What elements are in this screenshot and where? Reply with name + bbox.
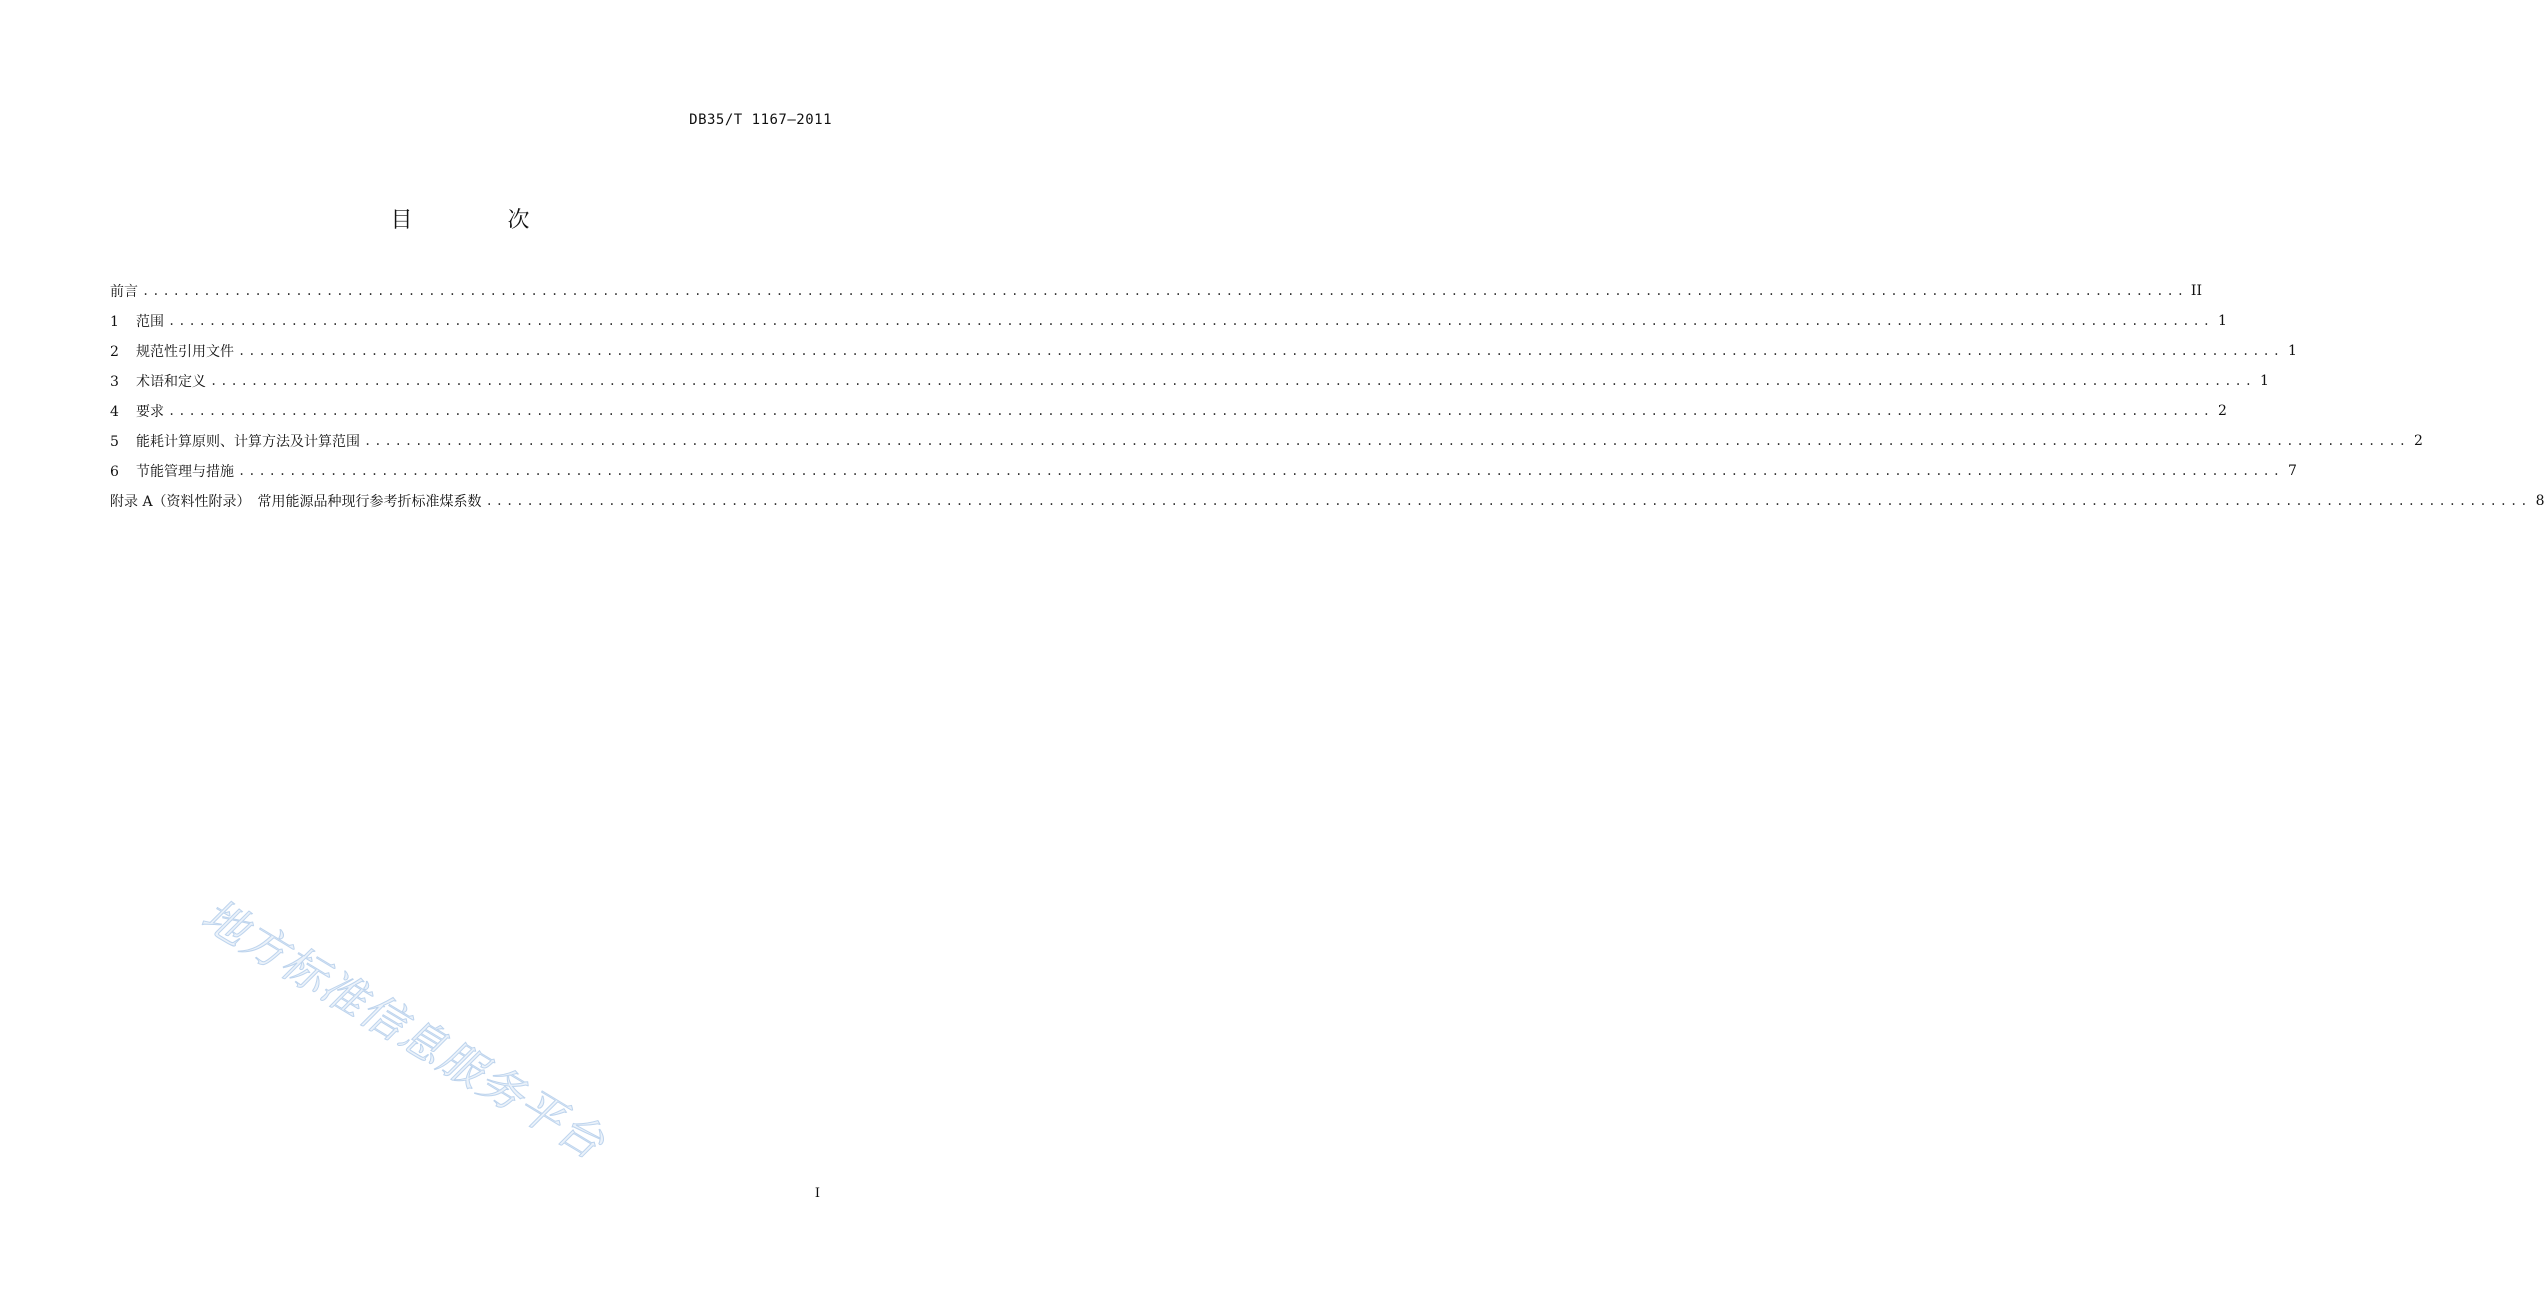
toc-entry-text: 规范性引用文件 (136, 344, 234, 360)
toc-entry-page: 2 (2218, 403, 2227, 419)
toc-entry-page: 1 (2218, 313, 2227, 329)
toc-leader-dots: ........................................................................................................................................................................................................ (238, 344, 2283, 358)
toc-entry-label (110, 311, 164, 331)
toc-entry-page: 1 (2260, 373, 2269, 389)
toc-entry[interactable] (110, 336, 2297, 366)
toc-entry-page: 2 (2414, 433, 2423, 449)
toc-entry-label (110, 461, 234, 481)
toc-leader-dots: ........................................................................................................................................................................................................ (485, 494, 2531, 508)
watermark: 地方标准信息服务平台 (193, 889, 614, 1171)
toc-entry-number: 4 (110, 404, 119, 420)
toc-entry-label (110, 491, 482, 511)
toc-entry-text: 能耗计算原则、计算方法及计算范围 (136, 434, 360, 450)
table-of-contents (110, 276, 2544, 516)
toc-entry-number: 6 (110, 464, 119, 480)
toc-leader-dots: ........................................................................................................................................................................................................ (142, 284, 2187, 298)
toc-entry-label (110, 371, 206, 391)
toc-leader-dots: ........................................................................................................................................................................................................ (168, 404, 2213, 418)
toc-entry-text: 节能管理与措施 (136, 464, 234, 480)
toc-leader-dots: ........................................................................................................................................................................................................ (364, 434, 2409, 448)
toc-entry-number: 1 (110, 314, 119, 330)
toc-entry-text: 附录 A（资料性附录） 常用能源品种现行参考折标准煤系数 (110, 494, 482, 510)
toc-entry-text: 前言 (110, 284, 138, 300)
toc-entry-label (110, 281, 138, 301)
toc-entry-text: 要求 (136, 404, 164, 420)
toc-entry[interactable] (110, 426, 2423, 456)
toc-entry[interactable] (110, 276, 2202, 306)
toc-entry[interactable] (110, 486, 2544, 516)
toc-entry-text: 术语和定义 (136, 374, 206, 390)
standard-code: DB35/T 1167—2011 (689, 112, 832, 128)
page-title: 目 次 (390, 208, 574, 233)
toc-entry[interactable] (110, 366, 2269, 396)
toc-entry-label (110, 431, 360, 451)
toc-entry[interactable] (110, 306, 2227, 336)
toc-leader-dots: ........................................................................................................................................................................................................ (210, 374, 2255, 388)
toc-entry-number: 3 (110, 374, 119, 390)
page-number: I (814, 1186, 820, 1201)
toc-entry-number: 2 (110, 344, 119, 360)
toc-entry-label (110, 341, 234, 361)
toc-entry-page: 8 (2535, 493, 2544, 509)
toc-entry-text: 范围 (136, 314, 164, 330)
toc-entry-page: 1 (2288, 343, 2297, 359)
toc-entry[interactable] (110, 396, 2227, 426)
toc-leader-dots: ........................................................................................................................................................................................................ (168, 314, 2213, 328)
toc-entry-page: II (2190, 283, 2202, 299)
toc-entry-number: 5 (110, 434, 119, 450)
toc-entry-page: 7 (2288, 463, 2297, 479)
toc-entry-label (110, 401, 164, 421)
toc-entry[interactable] (110, 456, 2297, 486)
toc-leader-dots: ........................................................................................................................................................................................................ (238, 464, 2283, 478)
